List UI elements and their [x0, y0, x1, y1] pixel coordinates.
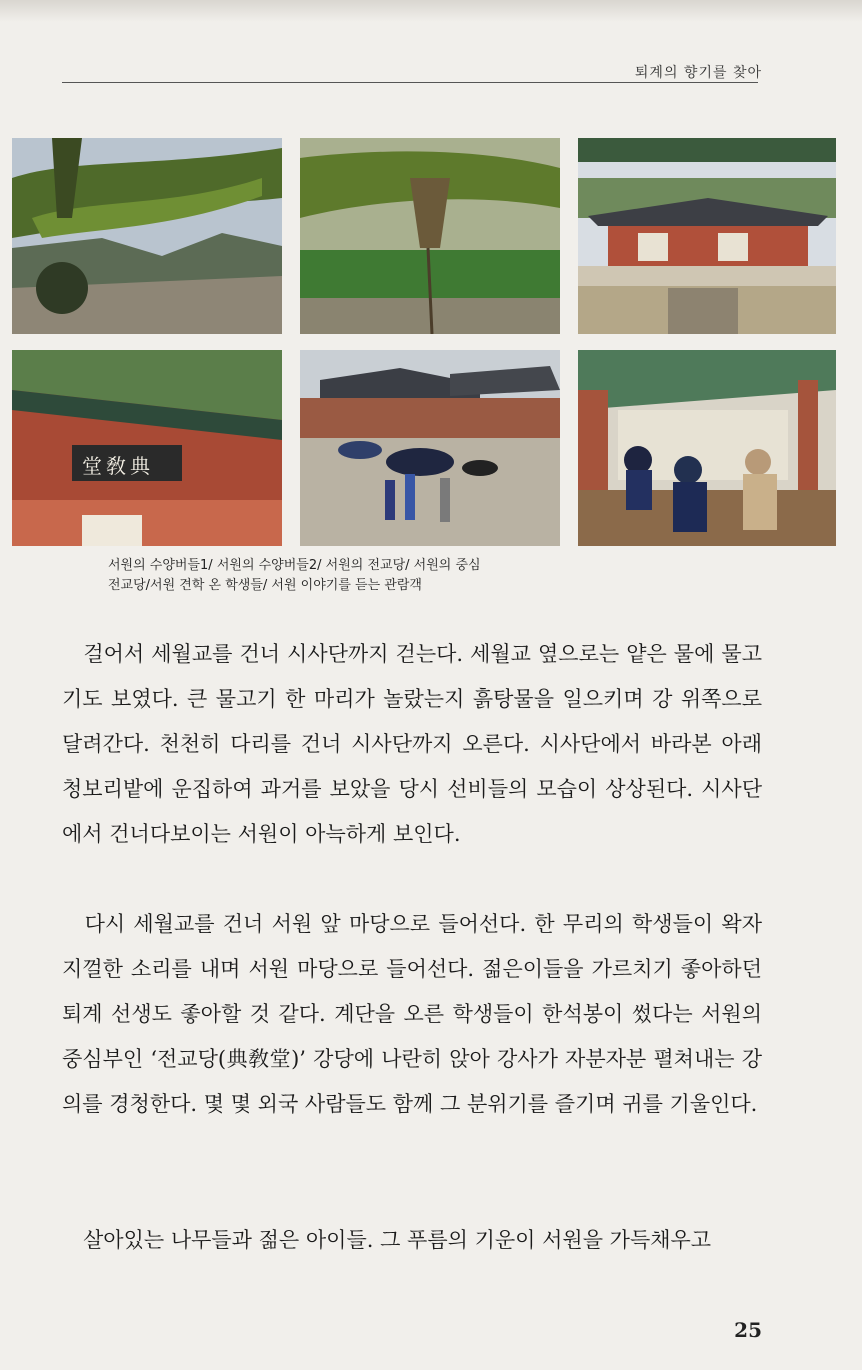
photo-willow-1 [12, 138, 282, 334]
photo-signboard [12, 350, 282, 546]
photo-lecture [578, 350, 836, 546]
page-top-shadow [0, 0, 862, 22]
signboard-text: 堂敎典 [82, 454, 154, 478]
paragraph-2: 다시 세월교를 건너 서원 앞 마당으로 들어선다. 한 무리의 학생들이 왁자지껄한 소리를 내며 서원 마당으로 들어선다. 젊은이들을 가르치기 좋아하던 퇴계 선생도 좋아할 것 같다. 계단을 오른 학생들이 한석봉이 썼다는 서원의 중심부인 ‘전교당(典敎堂)’ 강당에 나란히 앉아 강사가 자분자분 펼쳐내는 강의를 경청한다. 몇 몇 외국 사람들도 함께 그 분위기를 즐기며 귀를 기울인다. [62, 912, 762, 1116]
caption-line: 서원의 수양버들1/ 서원의 수양버들2/ 서원의 전교당/ 서원의 중심 [108, 558, 481, 573]
caption-line: 전교당/서원 견학 온 학생들/ 서원 이야기를 듣는 관람객 [108, 578, 422, 593]
running-head: 퇴계의 향기를 찾아 [634, 65, 762, 81]
photo-jeongyodang [578, 138, 836, 334]
photo-students [300, 350, 560, 546]
paragraph-3: 살아있는 나무들과 젊은 아이들. 그 푸름의 기운이 서원을 가득채우고 [62, 1228, 712, 1252]
header-rule [62, 82, 758, 83]
photo-willow-2 [300, 138, 560, 334]
paragraph-1: 걸어서 세월교를 건너 시사단까지 걷는다. 세월교 옆으로는 얕은 물에 물고기도 보였다. 큰 물고기 한 마리가 놀랐는지 흙탕물을 일으키며 강 위쪽으로 달려간다. 천천히 다리를 건너 시사단까지 오른다. 시사단에서 바라본 아래 청보리밭에 운집하여 과거를 보았을 당시 선비들의 모습이 상상된다. 시사단에서 건너다보이는 서원이 아늑하게 보인다. [62, 642, 762, 846]
page-number: 25 [734, 1318, 762, 1342]
photo-caption [108, 556, 748, 596]
